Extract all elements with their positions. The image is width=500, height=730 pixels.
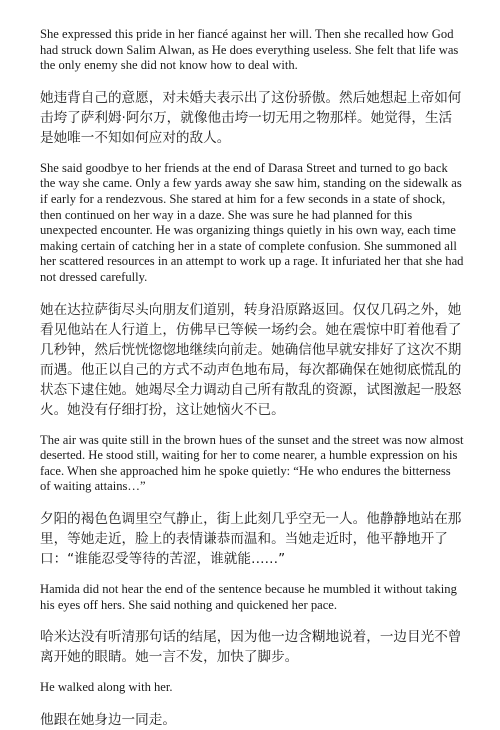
- paragraph-zh-2: 她在达拉萨街尽头向朋友们道别，转身沿原路返回。仅仅几码之外，她看见他站在人行道上，仿佛早已等候一场约会。她在震惊中盯着他看了几秒钟，然后恍恍惚惚地继续向前走。她确信他早就安排好了这次不期而遇。他正以自己的方式不动声色地布局，每次都确保在她彻底慌乱的状态下逮住她。她竭尽全力调动自己所有散乱的资源，试图激起一股怒火。她没有仔细打扮，这让她恼火不已。: [40, 301, 462, 418]
- paragraph-zh-1: 她违背自己的意愿，对未婚夫表示出了这份骄傲。然后她想起上帝如何击垮了萨利姆·阿尔万，就像他击垮一切无用之物那样。她觉得，生活是她唯一不知如何应对的敌人。: [40, 89, 462, 146]
- paragraph-en-5: He walked along with her.: [40, 680, 173, 695]
- paragraph-en-4: Hamida did not hear the end of the sentence because he mumbled it without taking his eyes off hers. She said nothing and quickened her pace.: [40, 581, 457, 612]
- paragraph-zh-3: 夕阳的褐色色调里空气静止，街上此刻几乎空无一人。他静静地站在那里，等她走近，脸上的表情谦恭而温和。当她走近时，他平静地开了口：“谁能忍受等待的苦涩，谁就能……”: [40, 510, 462, 567]
- document-page: [40, 27, 464, 730]
- paragraph-zh-5: 他跟在她身边一同走。: [40, 711, 176, 728]
- paragraph-zh-4: 哈米达没有听清那句话的结尾，因为他一边含糊地说着，一边目光不曾离开她的眼睛。她一言不发，加快了脚步。: [40, 629, 462, 666]
- paragraph-en-3: The air was quite still in the brown hues of the sunset and the street was now almost deserted. He stood still, waiting for her to come nearer, a humble expression on his face. When she approached him he spoke quietly: “He who endures the bitterness of waiting attains…”: [40, 432, 464, 494]
- paragraph-en-1: She expressed this pride in her fiancé against her will. Then she recalled how God had struck down Salim Alwan, as He does everything useless. She felt that life was the only enemy she did not know how to deal with.: [40, 27, 459, 73]
- paragraph-en-2: She said goodbye to her friends at the end of Darasa Street and turned to go back the way she came. Only a few yards away she saw him, standing on the sidewalk as if early for a rendezvous. She stared at him for a few seconds in a state of shock, then continued on her way in a daze. She was sure he had planned for this unexpected encounter. He was organizing things quietly in his own way, each time making certain of catching her in a state of complete confusion. She summoned all her scattered resources in an attempt to work up a rage. It infuriated her that she had not dressed carefully.: [40, 160, 464, 284]
